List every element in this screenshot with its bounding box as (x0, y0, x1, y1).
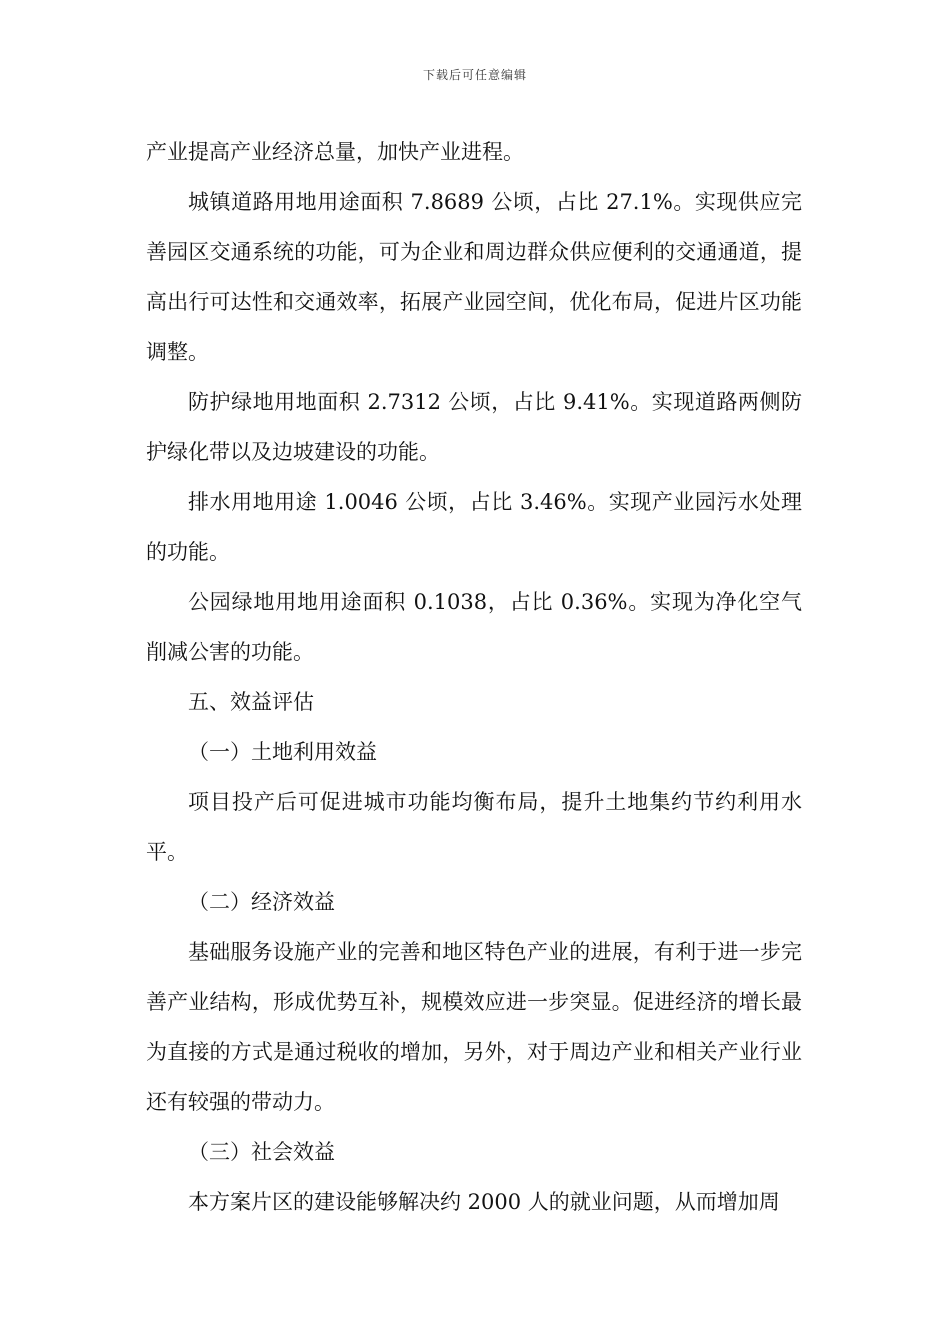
paragraph-social-benefit: 本方案片区的建设能够解决约 2000 人的就业问题，从而增加周 (188, 1190, 780, 1214)
subheading-land-benefit: （一）土地利用效益 (188, 740, 377, 764)
subheading-economic-benefit: （二）经济效益 (188, 890, 335, 914)
page-header: 下载后可任意编辑 (422, 68, 527, 82)
paragraph-land-benefit: 项目投产后可促进城市功能均衡布局，提升土地集约节约利用水平。 (146, 790, 802, 864)
paragraph-drainage: 排水用地用途 1.0046 公顷，占比 3.46%。实现产业园污水处理的功能。 (146, 490, 802, 564)
subheading-social-benefit: （三）社会效益 (188, 1140, 335, 1164)
paragraph-green-buffer: 防护绿地用地面积 2.7312 公顷，占比 9.41%。实现道路两侧防护绿化带以及边坡建设的功能。 (146, 390, 802, 464)
document-body (146, 127, 802, 1227)
paragraph-road-land: 城镇道路用地用途面积 7.8689 公顷，占比 27.1%。实现供应完善园区交通系统的功能，可为企业和周边群众供应便利的交通通道，提高出行可达性和交通效率，拓展产业园空间，优化布局，促进片区功能调整。 (146, 190, 802, 364)
paragraph-park-green: 公园绿地用地用途面积 0.1038，占比 0.36%。实现为净化空气削减公害的功能。 (146, 590, 802, 664)
paragraph-continuation: 产业提高产业经济总量，加快产业进程。 (146, 140, 524, 164)
section-heading-benefit: 五、效益评估 (188, 690, 314, 714)
paragraph-economic-benefit: 基础服务设施产业的完善和地区特色产业的进展，有利于进一步完善产业结构，形成优势互补，规模效应进一步突显。促进经济的增长最为直接的方式是通过税收的增加，另外，对于周边产业和相关产业行业还有较强的带动力。 (146, 940, 802, 1114)
